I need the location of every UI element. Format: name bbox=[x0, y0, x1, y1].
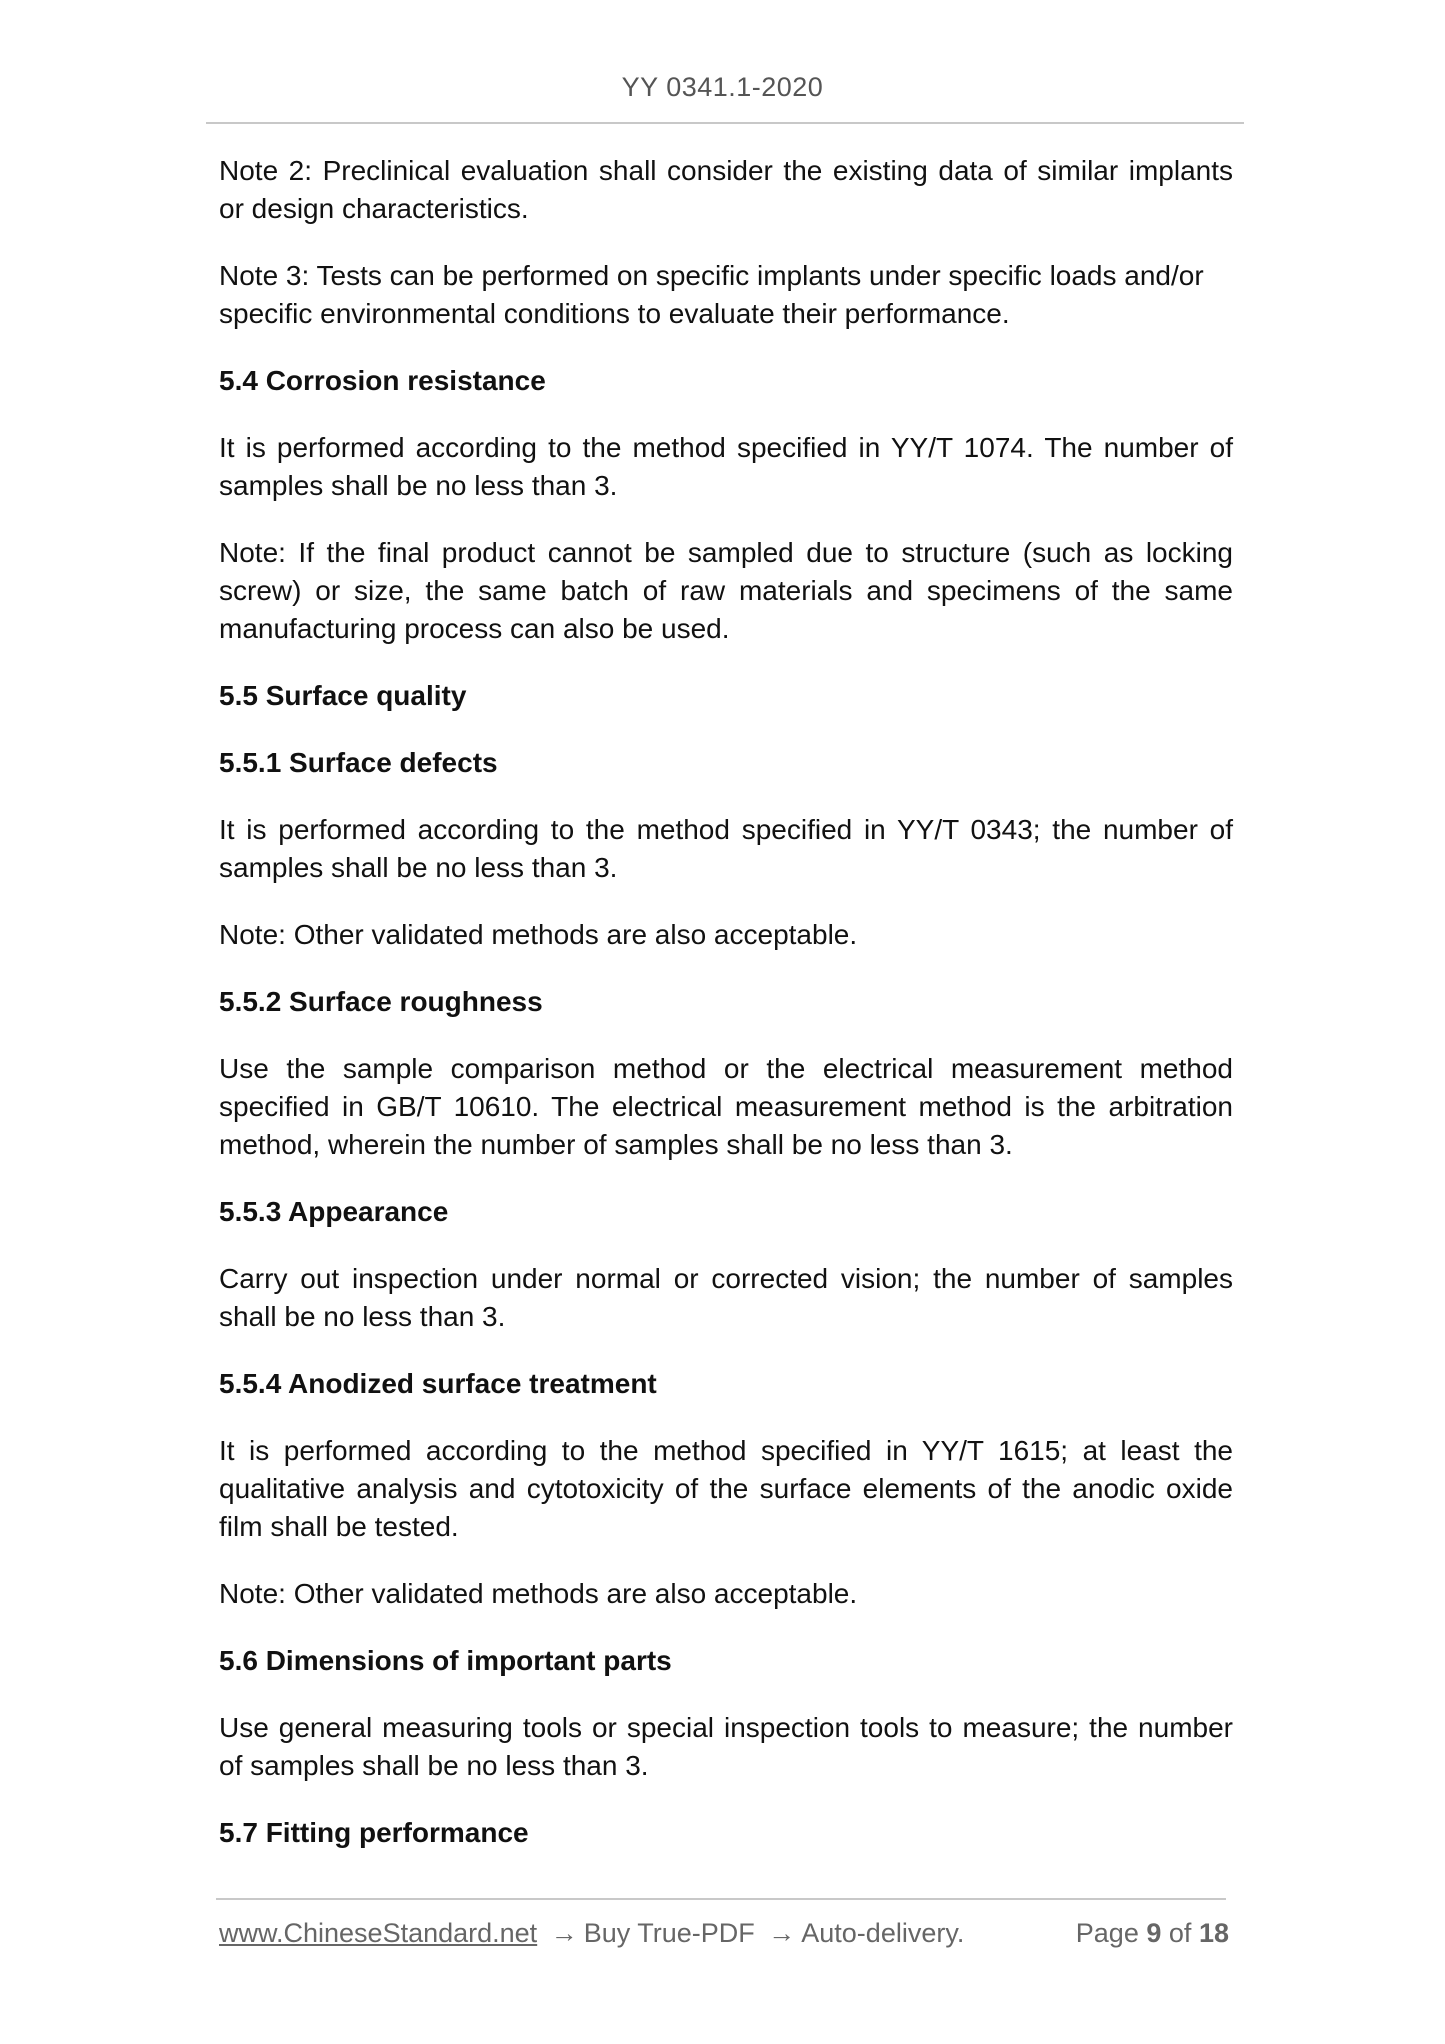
section-5-5-1-heading: 5.5.1 Surface defects bbox=[219, 747, 498, 778]
section-5-5-4-heading: 5.5.4 Anodized surface treatment bbox=[219, 1368, 657, 1399]
page-footer bbox=[219, 1918, 1229, 1958]
note-2-paragraph: Note 2: Preclinical evaluation shall consider the existing data of similar implants or design characteristics. bbox=[219, 155, 1233, 224]
arrow-right-icon: → bbox=[768, 1918, 796, 1948]
section-5-4-note: Note: If the final product cannot be sampled due to structure (such as locking screw) or size, the same batch of raw materials and specimens of the same manufacturing process can also be used. bbox=[219, 537, 1233, 644]
section-5-5-4-paragraph: It is performed according to the method specified in YY/T 1615; at least the qualitative analysis and cytotoxicity of the surface elements of the anodic oxide film shall be tested. bbox=[219, 1435, 1233, 1542]
section-5-5-4-note: Note: Other validated methods are also acceptable. bbox=[219, 1578, 858, 1609]
section-5-4-heading: 5.4 Corrosion resistance bbox=[219, 365, 546, 396]
total-page-number: 18 bbox=[1198, 1918, 1229, 1948]
section-5-5-3-heading: 5.5.3 Appearance bbox=[219, 1196, 449, 1227]
section-5-5-1-note: Note: Other validated methods are also acceptable. bbox=[219, 919, 858, 950]
website-link[interactable]: www.ChineseStandard.net bbox=[219, 1918, 538, 1948]
section-5-5-3-paragraph: Carry out inspection under normal or corrected vision; the number of samples shall be no less than 3. bbox=[219, 1263, 1233, 1332]
current-page-number: 9 bbox=[1146, 1918, 1162, 1948]
arrow-right-icon: → bbox=[550, 1918, 578, 1948]
section-5-5-2-heading: 5.5.2 Surface roughness bbox=[219, 986, 543, 1017]
section-5-7-heading: 5.7 Fitting performance bbox=[219, 1817, 529, 1848]
section-5-6-heading: 5.6 Dimensions of important parts bbox=[219, 1645, 672, 1676]
section-5-5-heading: 5.5 Surface quality bbox=[219, 680, 467, 711]
page-of-label: of bbox=[1168, 1918, 1192, 1948]
document-body bbox=[219, 152, 1233, 1881]
note-3-paragraph: Note 3: Tests can be performed on specific implants under specific loads and/or specific environmental conditions to evaluate their performance. bbox=[219, 260, 1204, 329]
header-divider bbox=[206, 122, 1244, 124]
auto-delivery-text: Auto-delivery. bbox=[801, 1918, 965, 1948]
page-label: Page bbox=[1075, 1918, 1139, 1948]
section-5-5-2-paragraph: Use the sample comparison method or the electrical measurement method specified in GB/T 10610. The electrical measurement method is the arbitration method, wherein the number of samples shall be no less than 3. bbox=[219, 1053, 1233, 1160]
page-number bbox=[1076, 1918, 1229, 1949]
document-header-title: YY 0341.1-2020 bbox=[621, 72, 824, 102]
section-5-6-paragraph: Use general measuring tools or special inspection tools to measure; the number of samples shall be no less than 3. bbox=[219, 1712, 1233, 1781]
buy-true-pdf-text: Buy True-PDF bbox=[583, 1918, 755, 1948]
section-5-4-paragraph: It is performed according to the method specified in YY/T 1074. The number of samples shall be no less than 3. bbox=[219, 432, 1233, 501]
section-5-5-1-paragraph: It is performed according to the method specified in YY/T 0343; the number of samples shall be no less than 3. bbox=[219, 814, 1233, 883]
footer-promo bbox=[219, 1918, 964, 1949]
footer-divider bbox=[216, 1898, 1226, 1900]
